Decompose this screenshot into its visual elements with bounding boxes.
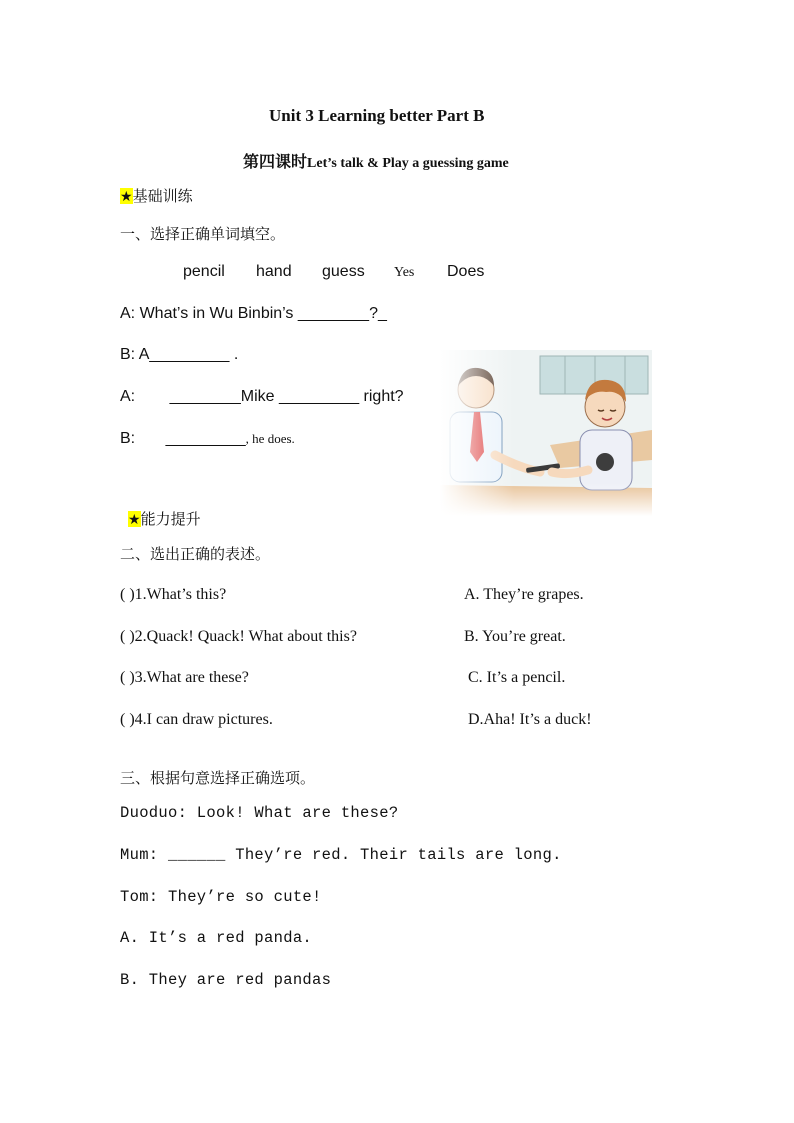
dialogue-text: , he does.: [245, 431, 295, 446]
answer-option: D.Aha! It’s a duck!: [468, 711, 592, 728]
dialogue-line: Tom: They’re so cute!: [120, 888, 322, 906]
classroom-illustration: [440, 350, 652, 516]
dialogue-line-4: [120, 430, 295, 448]
answer-option: A. They’re grapes.: [464, 586, 584, 603]
answer-paren[interactable]: ( ): [120, 628, 135, 645]
lesson-subtitle: [243, 149, 509, 172]
dialogue-text: A_________ .: [138, 346, 239, 363]
word-bank-item: pencil: [183, 263, 225, 280]
word-bank-item: hand: [256, 263, 292, 280]
part2-heading: 二、选出正确的表述。: [120, 546, 271, 563]
section-basic-training: [120, 185, 193, 206]
dialogue-line: Mum: ______ They’re red. Their tails are long.: [120, 846, 562, 864]
question-text: 2.Quack! Quack! What about this?: [134, 628, 357, 645]
speaker-label: B:: [120, 430, 136, 447]
dialogue-line: Duoduo: Look! What are these?: [120, 804, 399, 822]
word-bank-item: Yes: [394, 265, 415, 280]
question-text: 4.I can draw pictures.: [134, 711, 273, 728]
word-bank-item: guess: [322, 263, 365, 280]
answer-option: B. You’re great.: [464, 628, 566, 645]
answer-option: C. It’s a pencil.: [468, 669, 566, 686]
word-bank-item: Does: [447, 263, 485, 280]
dialogue-line-2: [120, 346, 238, 364]
section-ability-label: 能力提升: [140, 511, 201, 528]
answer-blank[interactable]: _________: [165, 430, 246, 447]
question-row: [120, 586, 226, 604]
speaker-label: B:: [120, 346, 136, 363]
question-row: [120, 628, 357, 646]
question-text: 1.What’s this?: [134, 586, 227, 603]
answer-paren[interactable]: ( ): [120, 586, 135, 603]
subtitle-en: Let’s talk & Play a guessing game: [307, 156, 509, 171]
question-text: 3.What are these?: [134, 669, 249, 686]
part3-heading: 三、根据句意选择正确选项。: [120, 770, 316, 787]
question-row: [120, 711, 273, 729]
dialogue-text: right?: [363, 388, 404, 405]
star-icon: ★: [128, 511, 141, 527]
question-row: [120, 669, 249, 687]
answer-paren[interactable]: ( ): [120, 711, 135, 728]
choice-option[interactable]: B. They are red pandas: [120, 971, 332, 989]
section-basic-label: 基础训练: [132, 188, 193, 205]
speaker-label: A:: [120, 388, 136, 405]
dialogue-text: What’s in Wu Binbin’s ________?_: [139, 305, 387, 322]
dialogue-text: Mike: [240, 388, 275, 405]
section-ability: [128, 508, 201, 529]
dialogue-line-1: [120, 305, 387, 323]
subtitle-cn: 第四课时: [243, 154, 308, 171]
choice-option[interactable]: A. It’s a red panda.: [120, 929, 313, 947]
answer-blank[interactable]: _________: [279, 388, 360, 405]
star-icon: ★: [120, 188, 133, 204]
answer-paren[interactable]: ( ): [120, 669, 135, 686]
part1-heading: 一、选择正确单词填空。: [120, 226, 286, 243]
dialogue-line-3: [120, 388, 404, 406]
page-title: Unit 3 Learning better Part B: [269, 106, 485, 125]
answer-blank[interactable]: ________: [169, 388, 241, 405]
speaker-label: A:: [120, 305, 136, 322]
